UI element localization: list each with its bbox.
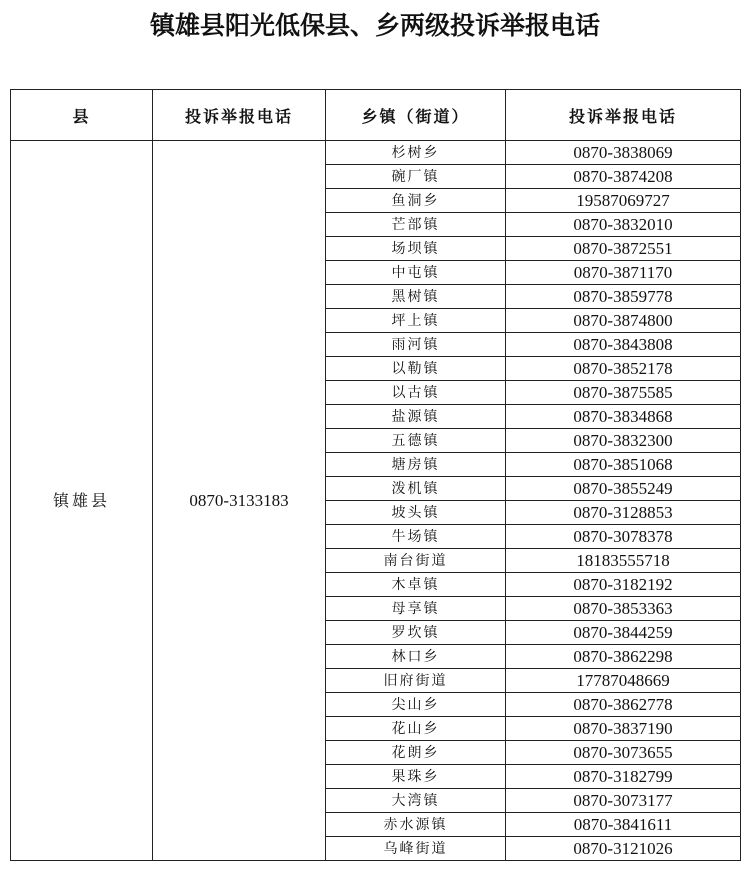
town-name-cell: 场坝镇 bbox=[326, 237, 506, 261]
town-phone-cell: 0870-3872551 bbox=[506, 237, 741, 261]
town-name-cell: 木卓镇 bbox=[326, 573, 506, 597]
town-name-cell: 旧府街道 bbox=[326, 669, 506, 693]
town-phone-cell: 0870-3182799 bbox=[506, 765, 741, 789]
town-phone-cell: 0870-3852178 bbox=[506, 357, 741, 381]
town-phone-cell: 0870-3073655 bbox=[506, 741, 741, 765]
town-name-cell: 坪上镇 bbox=[326, 309, 506, 333]
town-phone-cell: 19587069727 bbox=[506, 189, 741, 213]
town-name-cell: 母享镇 bbox=[326, 597, 506, 621]
town-phone-cell: 0870-3875585 bbox=[506, 381, 741, 405]
town-name-cell: 黑树镇 bbox=[326, 285, 506, 309]
header-county-phone: 投诉举报电话 bbox=[153, 90, 326, 141]
town-name-cell: 乌峰街道 bbox=[326, 837, 506, 861]
town-phone-cell: 0870-3838069 bbox=[506, 141, 741, 165]
town-phone-cell: 17787048669 bbox=[506, 669, 741, 693]
town-name-cell: 五德镇 bbox=[326, 429, 506, 453]
county-name-cell: 镇雄县 bbox=[11, 141, 153, 861]
town-name-cell: 杉树乡 bbox=[326, 141, 506, 165]
town-name-cell: 赤水源镇 bbox=[326, 813, 506, 837]
town-name-cell: 尖山乡 bbox=[326, 693, 506, 717]
town-name-cell: 以勒镇 bbox=[326, 357, 506, 381]
town-name-cell: 林口乡 bbox=[326, 645, 506, 669]
town-name-cell: 罗坎镇 bbox=[326, 621, 506, 645]
town-phone-cell: 0870-3078378 bbox=[506, 525, 741, 549]
town-phone-cell: 0870-3834868 bbox=[506, 405, 741, 429]
town-phone-cell: 0870-3832300 bbox=[506, 429, 741, 453]
page-title: 镇雄县阳光低保县、乡两级投诉举报电话 bbox=[149, 11, 600, 40]
town-phone-cell: 0870-3841611 bbox=[506, 813, 741, 837]
table-row bbox=[11, 141, 741, 165]
header-town-phone: 投诉举报电话 bbox=[506, 90, 741, 141]
town-name-cell: 坡头镇 bbox=[326, 501, 506, 525]
town-phone-cell: 0870-3832010 bbox=[506, 213, 741, 237]
town-name-cell: 花山乡 bbox=[326, 717, 506, 741]
header-county: 县 bbox=[11, 90, 153, 141]
town-phone-cell: 0870-3073177 bbox=[506, 789, 741, 813]
town-name-cell: 碗厂镇 bbox=[326, 165, 506, 189]
town-phone-cell: 0870-3128853 bbox=[506, 501, 741, 525]
header-row bbox=[11, 90, 741, 141]
county-phone-cell: 0870-3133183 bbox=[153, 141, 326, 861]
town-name-cell: 果珠乡 bbox=[326, 765, 506, 789]
town-name-cell: 雨河镇 bbox=[326, 333, 506, 357]
town-name-cell: 牛场镇 bbox=[326, 525, 506, 549]
town-phone-cell: 0870-3862298 bbox=[506, 645, 741, 669]
town-name-cell: 大湾镇 bbox=[326, 789, 506, 813]
header-town: 乡镇（街道） bbox=[326, 90, 506, 141]
town-phone-cell: 0870-3855249 bbox=[506, 477, 741, 501]
town-phone-cell: 0870-3121026 bbox=[506, 837, 741, 861]
town-phone-cell: 0870-3859778 bbox=[506, 285, 741, 309]
town-name-cell: 泼机镇 bbox=[326, 477, 506, 501]
town-phone-cell: 18183555718 bbox=[506, 549, 741, 573]
town-name-cell: 中屯镇 bbox=[326, 261, 506, 285]
town-name-cell: 芒部镇 bbox=[326, 213, 506, 237]
town-phone-cell: 0870-3851068 bbox=[506, 453, 741, 477]
town-phone-cell: 0870-3844259 bbox=[506, 621, 741, 645]
table-body bbox=[11, 141, 741, 861]
town-phone-cell: 0870-3182192 bbox=[506, 573, 741, 597]
town-phone-cell: 0870-3837190 bbox=[506, 717, 741, 741]
town-phone-cell: 0870-3843808 bbox=[506, 333, 741, 357]
town-name-cell: 盐源镇 bbox=[326, 405, 506, 429]
complaint-hotline-table bbox=[10, 89, 741, 861]
town-name-cell: 花朗乡 bbox=[326, 741, 506, 765]
town-name-cell: 南台街道 bbox=[326, 549, 506, 573]
town-phone-cell: 0870-3871170 bbox=[506, 261, 741, 285]
town-name-cell: 鱼洞乡 bbox=[326, 189, 506, 213]
town-phone-cell: 0870-3853363 bbox=[506, 597, 741, 621]
town-name-cell: 以古镇 bbox=[326, 381, 506, 405]
town-name-cell: 塘房镇 bbox=[326, 453, 506, 477]
town-phone-cell: 0870-3874208 bbox=[506, 165, 741, 189]
town-phone-cell: 0870-3862778 bbox=[506, 693, 741, 717]
town-phone-cell: 0870-3874800 bbox=[506, 309, 741, 333]
